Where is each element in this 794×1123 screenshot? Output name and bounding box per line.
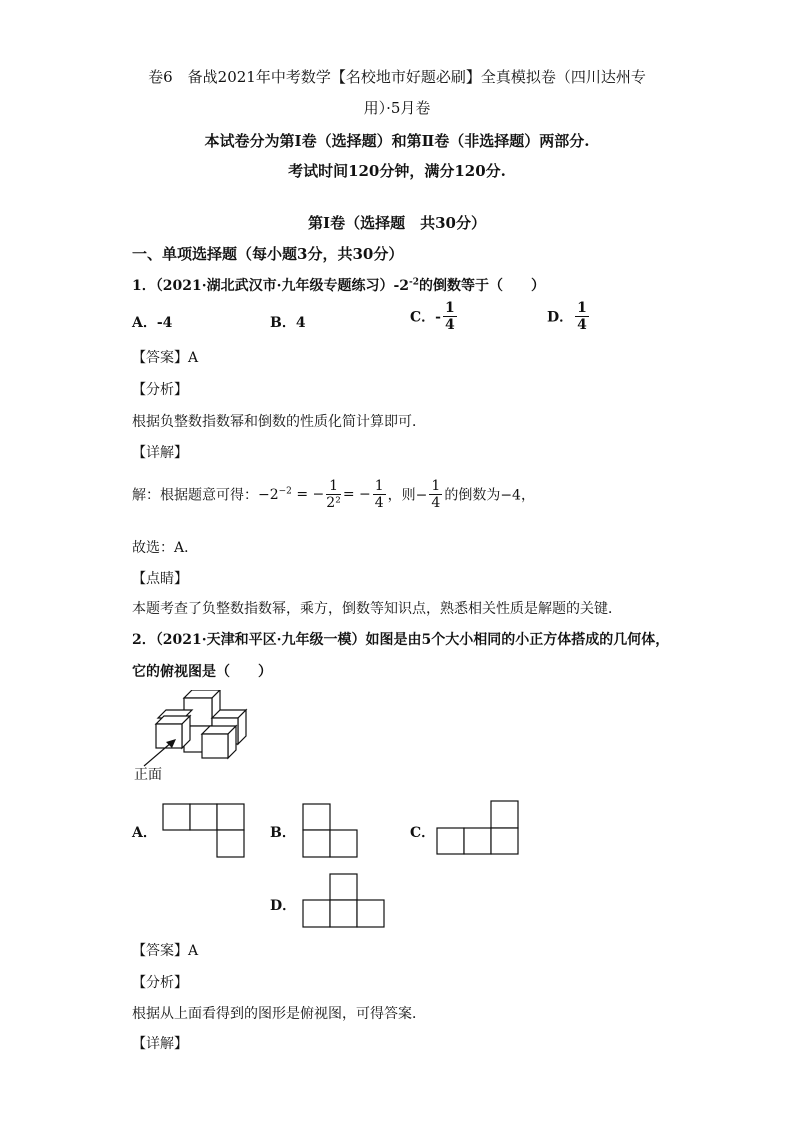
q2-stem-line2: 它的俯视图是（ ） — [132, 664, 272, 680]
fraction-denominator: 4 — [444, 317, 455, 333]
solution-fraction-3 — [429, 478, 442, 511]
intro-line1: 本试卷分为第Ⅰ卷（选择题）和第Ⅱ卷（非选择题）两部分. — [204, 132, 590, 150]
solution-prefix: 解：根据题意可得： — [132, 487, 258, 504]
q1-exponent: -2 — [409, 277, 420, 288]
q1-option-d-label: D． — [547, 309, 574, 326]
fraction-denominator: 4 — [431, 495, 441, 511]
part-title: 第Ⅰ卷（选择题 共30分） — [308, 214, 486, 232]
q1-comment-label: 【点睛】 — [132, 571, 188, 587]
q2-detail-label: 【详解】 — [132, 1036, 188, 1052]
q1-comment: 本题考查了负整数指数幂，乘方，倒数等知识点，熟悉相关性质是解题的关键． — [132, 601, 622, 617]
fraction-denominator: 2² — [326, 495, 341, 511]
q1-option-a: A．-4 — [132, 315, 173, 331]
q2-answer: 【答案】A — [132, 943, 199, 959]
solution-fraction-1 — [326, 478, 341, 511]
solution-exponent: −2 — [278, 486, 292, 497]
q1-stem-text: 1．（2021·湖北武汉市·九年级专题练习）-2 — [132, 278, 410, 294]
fraction-numerator: 1 — [374, 478, 384, 494]
q1-choose: 故选：A． — [132, 540, 199, 556]
doc-title-line1: 卷6 备战2021年中考数学【名校地市好题必刷】全真模拟卷（四川达州专 — [148, 68, 646, 86]
solution-fraction-2 — [373, 478, 386, 511]
intro-line2: 考试时间120分钟，满分120分. — [288, 162, 506, 180]
q1-answer: 【答案】A — [132, 350, 199, 366]
solution-middle: ，则− — [387, 487, 428, 504]
section-heading: 一、单项选择题（每小题3分，共30分） — [132, 245, 404, 263]
fraction-numerator: 1 — [431, 478, 441, 494]
fraction-numerator: 1 — [326, 478, 341, 495]
solution-equals: = − — [296, 486, 325, 503]
fraction-denominator: 4 — [374, 495, 384, 511]
q2-option-b-label: B． — [270, 825, 296, 841]
q2-option-a-figure — [162, 803, 246, 859]
q1-option-d-fraction — [575, 300, 589, 333]
q2-option-d-label: D． — [270, 898, 297, 914]
q2-option-d-figure — [302, 873, 386, 929]
q1-option-c-fraction — [443, 300, 457, 333]
solution-equals-2: = − — [342, 486, 371, 503]
q1-analysis-label: 【分析】 — [132, 382, 188, 398]
q2-analysis-label: 【分析】 — [132, 975, 188, 991]
fraction-numerator: 1 — [577, 300, 587, 316]
q1-detail-solution — [132, 478, 535, 511]
q2-option-a-label: A． — [132, 825, 157, 841]
q2-stem-line1: 2．（2021·天津和平区·九年级一模）如图是由5个大小相同的小正方体搭成的几何体， — [132, 632, 670, 648]
fraction-denominator: 4 — [577, 317, 587, 333]
solution-base: −2 — [258, 486, 279, 503]
front-label: 正面 — [134, 767, 162, 783]
q1-option-b: B．4 — [270, 315, 306, 331]
fraction-numerator: 1 — [444, 300, 455, 316]
doc-title-line2: 用）·5月卷 — [363, 99, 431, 117]
q2-analysis: 根据从上面看得到的图形是俯视图，可得答案． — [132, 1006, 426, 1022]
q1-detail-label: 【详解】 — [132, 445, 188, 461]
q2-option-c-figure — [436, 800, 520, 856]
q1-option-c — [410, 300, 459, 333]
q1-option-c-label: C．- — [410, 309, 441, 326]
q2-option-b-figure — [302, 803, 360, 859]
q2-option-c-label: C． — [410, 825, 436, 841]
q1-stem-suffix: 的倒数等于（ ） — [419, 278, 546, 294]
q1-stem — [132, 275, 545, 295]
q1-option-d — [547, 300, 591, 333]
solution-suffix: 的倒数为−4， — [444, 487, 535, 504]
solution-term — [258, 487, 292, 503]
q1-analysis: 根据负整数指数幂和倒数的性质化简计算即可． — [132, 414, 426, 430]
